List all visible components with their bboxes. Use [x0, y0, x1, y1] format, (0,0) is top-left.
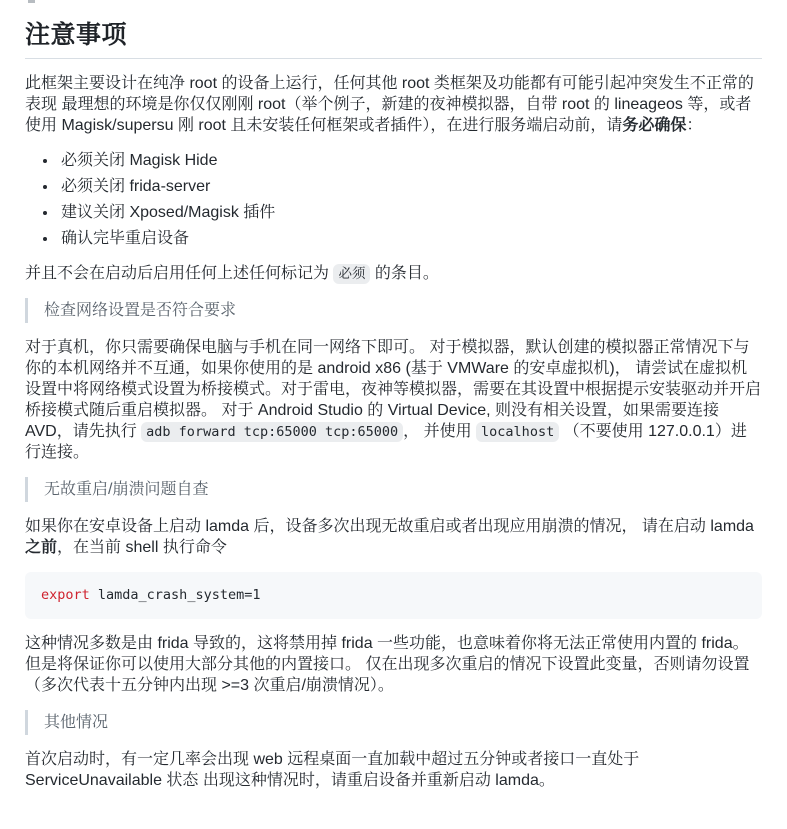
crash-text-pre: 如果你在安卓设备上启动 lamda 后，设备多次出现无故重启或者出现应用崩溃的情况， 请在启动 lamda — [25, 518, 754, 535]
network-text-pre: 对于真机，你只需要确保电脑与手机在同一网络下即可。 对于模拟器，默认创建的模拟器正常情况下与你的本机网络并不互通，如果你使用的是 android x86 (基于 VMWare 的安卓虚拟机)， 请尝试在虚拟机设置中将网络模式设置为桥接模式。对于雷电，夜神等模拟器，需要在其设置中根据提示安装驱动并开启桥接模式随后重启模拟器。 对于 Android Studio 的 Virtual Device, 则没有相关设置，如果需要连接 AVD，请先执行 — [25, 339, 762, 440]
frida-paragraph: 这种情况多数是由 frida 导致的，这将禁用掉 frida 一些功能，也意味着你将无法正常使用内置的 frida。 但是将保证你可以使用大部分其他的内置接口。 仅在出现多次重启的情况下设置此变量，否则请勿设置（多次代表十五分钟内出现 >=3 次重启/崩溃情况）。 — [25, 635, 750, 694]
network-text-post: （不要使用 127.0.0.1）进行连接。 — [25, 423, 747, 461]
crash-bold-emphasis: 之前 — [25, 539, 58, 556]
note-text-pre: 并且不会在启动后启用任何上述任何标记为 — [25, 265, 334, 282]
network-text-mid: ， 并使用 — [403, 423, 477, 440]
crash-text-post: ，在当前 shell 执行命令 — [57, 539, 227, 556]
note-text-post: 的条目。 — [370, 265, 439, 282]
quote-text: 无故重启/崩溃问题自查 — [44, 481, 209, 498]
list-item: • 确认完毕重启设备 — [58, 228, 762, 249]
intro-bold-emphasis: 务必确保 — [622, 117, 687, 134]
list-item: • 必须关闭 Magisk Hide — [58, 150, 762, 171]
shell-keyword-export: export — [41, 587, 90, 603]
shell-command-rest: lamda_crash_system=1 — [89, 587, 261, 603]
shell-command — [41, 587, 260, 603]
network-paragraph — [25, 337, 762, 463]
list-item: • 建议关闭 Xposed/Magisk 插件 — [58, 202, 762, 223]
crash-paragraph — [25, 516, 762, 558]
section-quote-other — [25, 710, 762, 735]
scroll-cutoff-artifact — [28, 0, 35, 3]
page-title: 注意事项 — [25, 20, 762, 59]
section-quote-crash — [25, 477, 762, 502]
list-item: • 必须关闭 frida-server — [58, 176, 762, 197]
other-paragraph: 首次启动时，有一定几率会出现 web 远程桌面一直加载中超过五分钟或者接口一直处于 ServiceUnavailable 状态 出现这种情况时，请重启设备并重新启动 lamda。 — [25, 751, 640, 789]
precaution-checklist — [25, 150, 762, 249]
quote-text: 检查网络设置是否符合要求 — [44, 302, 237, 319]
quote-text: 其他情况 — [44, 714, 109, 731]
inline-code-bixu: 必须 — [333, 264, 370, 284]
intro-colon: ： — [686, 117, 703, 134]
inline-code-localhost: localhost — [476, 422, 559, 442]
note-after-list — [25, 263, 762, 284]
inline-code-adb-forward: adb forward tcp:65000 tcp:65000 — [141, 422, 403, 442]
intro-paragraph — [25, 73, 762, 136]
document-body — [25, 20, 762, 791]
section-quote-network — [25, 298, 762, 323]
intro-text: 此框架主要设计在纯净 root 的设备上运行，任何其他 root 类框架及功能都有可能引起冲突发生不正常的表现 最理想的环境是你仅仅刚刚 root（举个例子，新建的夜神模拟器，自带 root 的 lineageos 等，或者使用 Magisk/supersu 刚 root 且未安装任何框架或者插件），在进行服务端启动前，请 — [25, 75, 754, 134]
shell-code-block — [25, 572, 762, 619]
